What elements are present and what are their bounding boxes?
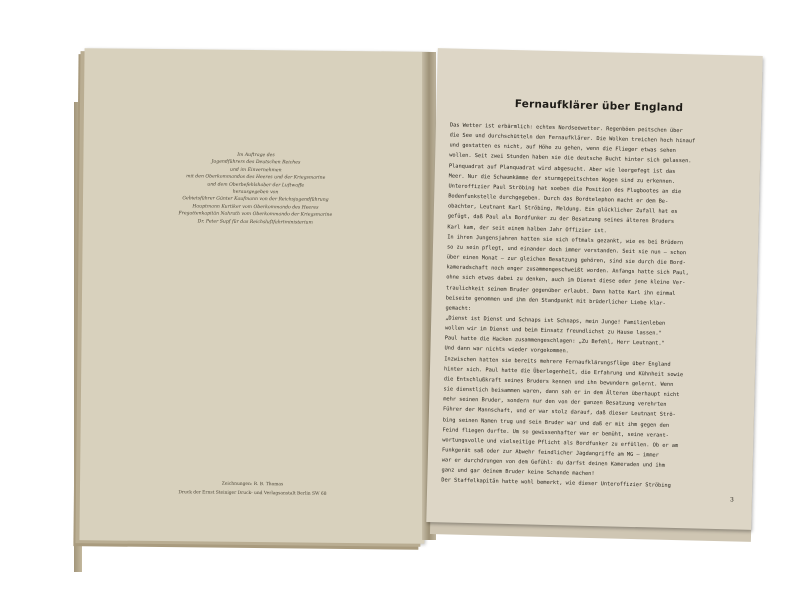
text-line: Inzwischen hatten sie bereits mehrere Fernaufklärungsflüge über England bbox=[444, 355, 671, 368]
imprint-line: und dem Oberbefehlshaber der Luftwaffe bbox=[207, 182, 305, 189]
credit-line: Druck der Ernst Steiniger Druck- und Verlagsanstalt Berlin SW 68 bbox=[178, 490, 327, 497]
open-booklet bbox=[72, 42, 772, 552]
imprint-line: Jugendführers des Deutschen Reiches bbox=[211, 159, 301, 166]
text-line: mehr seinen Bruder, sondern nur den von der ganzen Besatzung verehrten bbox=[443, 396, 667, 409]
text-line: „Dienst ist Dienst und Schnaps ist Schnaps, mein Junge! Familienleben bbox=[445, 315, 666, 327]
text-line: hinter sich. Paul hatte die Überlegenheit, die Erfahrung und Kühnheit sowie bbox=[443, 366, 684, 378]
text-line: beiseite genommen und ihm den Standpunkt mit brüderlicher Liebe klar- bbox=[445, 295, 666, 307]
text-line: über einen Monat — zur gleichen Besatzung gehören, sind sie durch die Bord- bbox=[446, 254, 686, 267]
imprint-line: Im Auftrage des bbox=[237, 152, 275, 159]
text-line: Unteroffizier Paul Ströbing hat soeben die Position des Flugbootes an die bbox=[448, 183, 682, 196]
publisher-imprint bbox=[103, 150, 409, 227]
chapter-title: Fernaufklärer über England bbox=[514, 97, 684, 115]
text-line: Der Staffelkapitän hatte wohl bemerkt, wie dieser Unteroffizier Ströbing bbox=[441, 477, 671, 490]
text-line: gefügt, daß Paul als Bordfunker zu der Besatzung seines älteren Bruders bbox=[447, 213, 675, 226]
body-text bbox=[441, 120, 747, 493]
text-line: ganz und gar deinem Bruder keine Schande machen! bbox=[441, 467, 595, 478]
text-line: Das Wetter ist erbärmlich: echtes Nordseewetter. Regenböen peitschen über bbox=[449, 122, 683, 135]
text-line: traulichkeit seinem Bruder gegenüber erlaubt. Dann hatte Karl ihn einmal bbox=[445, 284, 676, 297]
credit-line: Zeichnungen: R. B. Thomas bbox=[221, 481, 284, 488]
imprint-line: Dr. Peter Supf für das Reichsluftfahrtministerium bbox=[197, 219, 313, 226]
text-line: kameradschaft noch enger zusammengeschweißt worden. Anfangs hatte sich Paul, bbox=[446, 264, 689, 277]
text-line: die Entschlußkraft seines Bruders kennen und ihn bewundern gelernt. Wenn bbox=[443, 376, 674, 388]
right-page bbox=[426, 48, 762, 530]
text-line: Meer. Nur die Schaumkämme der sturmgepeitschten Wogen sind zu erkennen. bbox=[448, 173, 676, 185]
text-line: und gestatten es nicht, auf Höhe zu gehen, wenn die Flieger etwas sehen bbox=[449, 142, 676, 155]
text-line: obachter, Leutnant Karl Ströbing, Meldung. Ein glücklicher Zufall hat es bbox=[447, 203, 678, 216]
imprint-line: mit den Oberkommandos des Heeres und der Kriegsmarine bbox=[186, 174, 326, 181]
text-line: Funkgerät saß oder zur Abwehr feindlicher Jagdangriffe am MG — immer bbox=[441, 447, 659, 459]
text-line: Und dann war nichts wieder vorgekommen. bbox=[444, 345, 569, 355]
text-line: die See und durchschütteln den Fernaufklärer. Die Wolken treichen hoch hinauf bbox=[449, 132, 696, 145]
text-line: Karl kam, der seit einem halben Jahr Offizier ist. bbox=[447, 223, 607, 234]
text-line: Paul hatte die Hacken zusammengeschlagen: „Zu Befehl, Herr Leutnant." bbox=[444, 335, 665, 348]
text-line: ohne sich etwas dabei zu denken, auch im Dienst diese oder jene kleine Ver- bbox=[446, 274, 686, 287]
text-line: Führer der Mannschaft, und er war stolz darauf, daß dieser Leutnant Strö- bbox=[442, 406, 676, 419]
text-line: gemacht: bbox=[445, 305, 472, 312]
text-line: Feind fliegen durfte. Um so gewissenhafter war er bemüht, seine verant- bbox=[442, 427, 669, 439]
text-line: wortungsvolle und vielseitige Pflicht als Bordfunker zu erfüllen. Ob er am bbox=[442, 437, 679, 449]
text-line: Planquadrat auf Planquadrat wird abgesucht. Aber wie leergefegt ist das bbox=[448, 163, 676, 175]
imprint-line: Hauptmann Kurtiker vom Oberkommando des Heeres bbox=[192, 204, 319, 211]
text-line: In ihren Jungensjahren hatten sie sich oftmals gezankt, wie es bei Brüdern bbox=[447, 234, 684, 246]
text-line: war er durchdrungen von dem Gefühl: du darfst deinen Kameraden und ihm bbox=[441, 457, 666, 469]
imprint-line: Fregattenkapitän Nahrath vom Oberkommando der Kriegsmarine bbox=[178, 211, 333, 219]
printing-credits bbox=[100, 478, 405, 499]
page-number: 3 bbox=[729, 496, 734, 504]
text-line: so zu sein pflegt, und einander doch immer verstanden. Seit sie nun — schon bbox=[446, 244, 687, 257]
imprint-line: und im Einvernehmen bbox=[229, 167, 282, 174]
imprint-line: Gebietsführer Günter Kaufmann von der Reichsjugendführung bbox=[182, 196, 329, 204]
left-page bbox=[79, 48, 429, 544]
text-line: sie dienstlich beisammen waren, dann sah er in dem Älteren überhaupt nicht bbox=[443, 386, 680, 399]
text-line: bing seinen Namen trug und sein Bruder war und daß er mit ihm gegen den bbox=[442, 416, 670, 429]
text-line: wollen. Seit zwei Stunden haben sie die deutsche Bucht hinter sich gelassen. bbox=[449, 152, 692, 165]
text-line: Bodenfunkstelle durchgegeben. Durch das Bordtelephon macht er dem Be- bbox=[448, 193, 669, 205]
text-line: wollen wir im Dienst und beim Einsatz freundlichst zu Hause lassen." bbox=[444, 325, 662, 337]
imprint-line: herausgegeben von bbox=[232, 189, 279, 196]
